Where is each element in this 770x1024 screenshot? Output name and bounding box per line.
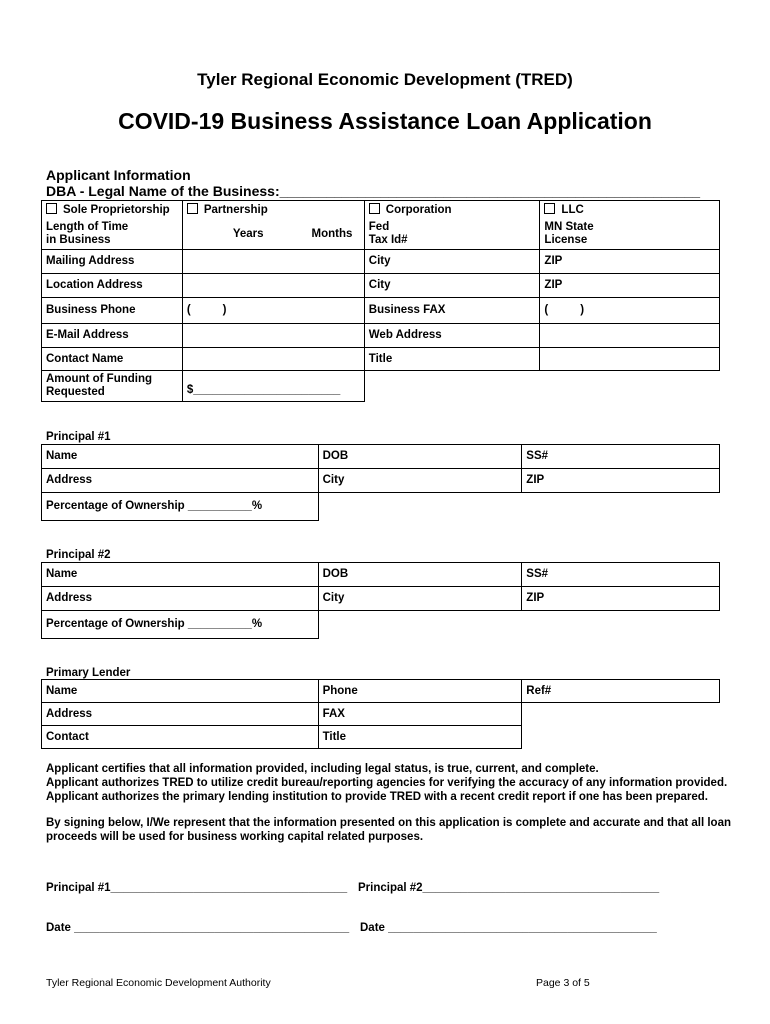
principal2-address-field[interactable]: Address [42,587,319,611]
principal1-name-field[interactable]: Name [42,445,319,469]
principal1-city-field[interactable]: City [318,469,522,493]
organization-title: Tyler Regional Economic Development (TRED) [197,70,573,89]
lender-ref-field[interactable]: Ref# [522,680,720,703]
location-address-field[interactable] [182,274,364,298]
checkbox-icon[interactable] [46,203,57,214]
business-fax-label: Business FAX [364,298,540,324]
date2-signature-line[interactable]: Date __________________________________________ [360,922,657,934]
location-zip-field[interactable]: ZIP [540,274,720,298]
principal1-ownership-field[interactable]: Percentage of Ownership __________% [42,493,319,521]
applicant-section-title: Applicant Information [46,167,191,183]
lender-address-field[interactable]: Address [42,703,319,726]
principal2-blank [318,611,719,639]
footer-organization: Tyler Regional Economic Development Authority [46,977,271,989]
dba-label: DBA - Legal Name of the Business: [46,183,280,199]
lender-phone-field[interactable]: Phone [318,680,522,703]
principal2-ss-field[interactable]: SS# [522,563,720,587]
business-phone-field[interactable]: ( ) [182,298,364,324]
option-llc[interactable]: LLC [540,201,720,220]
lender-table [41,679,720,749]
principal2-signature-line[interactable]: Principal #2_____________________________________ [358,882,660,894]
mailing-address-label: Mailing Address [42,250,183,274]
option-sole-proprietorship[interactable]: Sole Proprietorship [42,201,183,220]
lender-name-field[interactable]: Name [42,680,319,703]
footer-page-number: Page 3 of 5 [536,977,590,989]
principal2-ownership-field[interactable]: Percentage of Ownership __________% [42,611,319,639]
dba-input-line[interactable]: ______________________________________________________ [279,183,701,199]
principal1-heading: Principal #1 [46,431,111,443]
principal2-heading: Principal #2 [46,549,111,561]
lender-title-field[interactable]: Title [318,726,522,749]
principal2-dob-field[interactable]: DOB [318,563,522,587]
funding-requested-field[interactable]: $_______________________ [182,371,364,402]
option-partnership[interactable]: Partnership [182,201,364,220]
lender-contact-field[interactable]: Contact [42,726,319,749]
funding-requested-label: Amount of Funding Requested [42,371,183,402]
checkbox-icon[interactable] [544,203,555,214]
mailing-zip-field[interactable]: ZIP [540,250,720,274]
location-address-label: Location Address [42,274,183,298]
business-fax-field[interactable]: ( ) [540,298,720,324]
principal1-blank [318,493,719,521]
date1-signature-line[interactable]: Date ___________________________________________ [46,922,350,934]
principal1-dob-field[interactable]: DOB [318,445,522,469]
principal1-zip-field[interactable]: ZIP [522,469,720,493]
principal2-zip-field[interactable]: ZIP [522,587,720,611]
length-of-time-field[interactable]: Years Months [182,219,364,250]
fed-tax-id-field[interactable]: Fed Tax Id# [364,219,540,250]
lender-fax-field[interactable]: FAX [318,703,522,726]
lender-blank-1 [522,703,720,726]
dba-row [46,183,700,199]
location-city-field[interactable]: City [364,274,540,298]
principal1-ss-field[interactable]: SS# [522,445,720,469]
option-corporation[interactable]: Corporation [364,201,540,220]
certification-text: Applicant certifies that all information provided, including legal status, is true, current, and complete. Applicant authorizes TRED to utilize credit bureau/reporting agencies for verifying the accuracy of any information provided. Applicant authorizes the primary lending institution to provide TRED with a recent credit report if one has been prepared. [46,763,728,803]
contact-title-field[interactable] [540,348,720,371]
length-of-time-label: Length of Time in Business [42,219,183,250]
funding-blank [364,371,719,402]
mailing-city-field[interactable]: City [364,250,540,274]
mailing-address-field[interactable] [182,250,364,274]
principal1-address-field[interactable]: Address [42,469,319,493]
mn-state-license-field[interactable]: MN State License [540,219,720,250]
email-label: E-Mail Address [42,324,183,348]
principal2-table [41,562,720,639]
principal1-table [41,444,720,521]
business-phone-label: Business Phone [42,298,183,324]
checkbox-icon[interactable] [187,203,198,214]
web-address-field[interactable] [540,324,720,348]
applicant-table [41,200,720,402]
email-field[interactable] [182,324,364,348]
signing-statement: By signing below, I/We represent that the information presented on this application is complete and accurate and that all loan proceeds will be used for business working capital related purposes. [46,817,732,843]
contact-name-field[interactable] [182,348,364,371]
web-address-label: Web Address [364,324,540,348]
checkbox-icon[interactable] [369,203,380,214]
principal2-name-field[interactable]: Name [42,563,319,587]
lender-heading: Primary Lender [46,667,131,679]
contact-name-label: Contact Name [42,348,183,371]
lender-blank-2 [522,726,720,749]
principal2-city-field[interactable]: City [318,587,522,611]
contact-title-label: Title [364,348,540,371]
principal1-signature-line[interactable]: Principal #1_____________________________________ [46,882,348,894]
form-title: COVID-19 Business Assistance Loan Application [118,108,652,134]
